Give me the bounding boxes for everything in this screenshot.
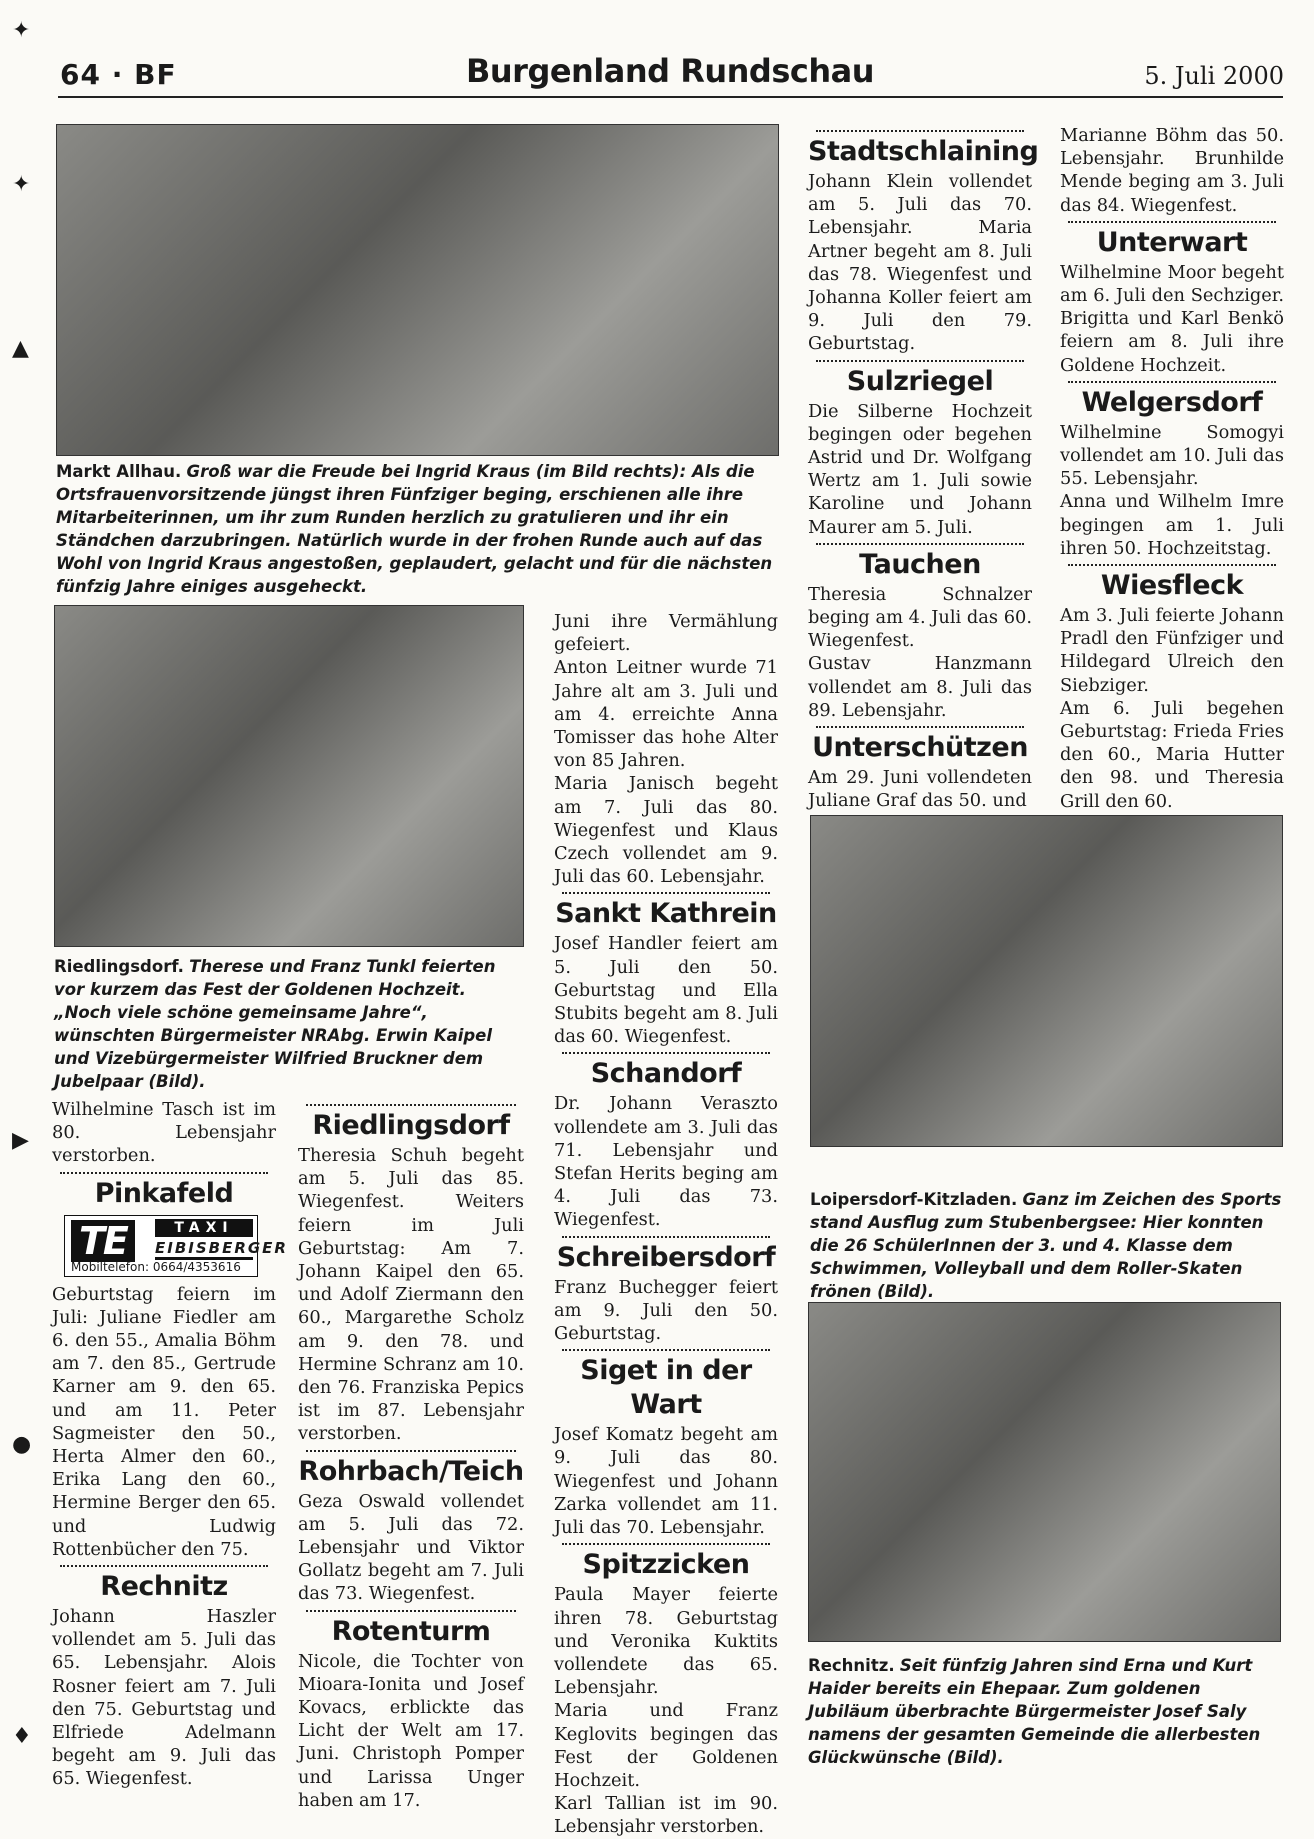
divider (816, 130, 1024, 132)
divider (60, 1565, 268, 1567)
section-title: Rotenturm (331, 1615, 491, 1647)
column-1 (52, 1098, 288, 1791)
photo-markt-allhau (56, 124, 779, 456)
column-2 (298, 1100, 524, 1812)
divider (562, 892, 770, 894)
publication-date: 5. Juli 2000 (1144, 62, 1284, 90)
divider (562, 1236, 770, 1238)
photo-riedlingsdorf (54, 605, 524, 947)
article-text: Juni ihre Vermählung gefeiert. (554, 611, 778, 656)
section-title: Sulzriegel (846, 365, 994, 397)
divider (1068, 221, 1276, 223)
divider (562, 1349, 770, 1351)
section-title: Wiesfleck (1100, 570, 1244, 602)
divider (306, 1104, 516, 1106)
ad-taxi-label: TAXI (155, 1219, 253, 1237)
article-text: Geburtstag feiern im Juli: Juliane Fiedler am 6. den 55., Amalia Böhm am 7. den 85., Gertrude Karner am 9. den 65. und am 11. Peter Sagmeister den 50., Herta Almer den 60., Erika Lang den 60., Hermine Berger den 65. und Ludwig Rottenbücher den 75. (52, 1283, 276, 1560)
caption-text: Seit fünfzig Jahren sind Erna und Kurt Haider bereits ein Ehepaar. Zum goldenen Jubiläum überbrachte Bürgermeister Josef Saly namens der gesamten Gemeinde die allerbesten Glückwünsche (Bild). (808, 1656, 1261, 1767)
article-text: Johann Haszler vollendet am 5. Juli das 65. Lebensjahr. Alois Rosner feiert am 7. Juli den 75. Geburtstag und Elfriede Adelmann begeht am 9. Juli das 65. Wiegenfest. (52, 1606, 276, 1790)
article-text: Johann Klein vollendet am 5. Juli das 70. Lebensjahr. Maria Artner begeht am 8. Juli das 78. Wiegenfest und Johanna Koller feiert am 9. Juli den 79. Geburtstag. (808, 171, 1032, 355)
caption-text: Ganz im Zeichen des Sports stand Ausflug zum Stubenbergsee: Hier konnten die 26 SchülerInnen der 3. und 4. Klasse dem Schwimmen, Volleyball und dem Roller-Skaten frönen (Bild). (810, 1190, 1282, 1301)
article-text: Theresia Schuh begeht am 5. Juli das 85. Wiegenfest. Weiters feiern im Juli Geburtstag: Am 7. Johann Kaipel den 65. und Adolf Ziermann den 60., Margarethe Scholz am 9. den 78. und Hermine Schranz am 10. den 76. Franziska Pepics ist im 87. Lebensjahr verstorben. (298, 1145, 524, 1445)
article-text: Anton Leitner wurde 71 Jahre alt am 3. Juli und am 4. erreichte Anna Tomisser das hohe Alter von 85 Jahren. (554, 657, 778, 772)
column-5 (1060, 124, 1284, 813)
divider (562, 1543, 770, 1545)
margin-mark: ▶ (12, 1128, 29, 1153)
caption-place: Markt Allhau. (56, 462, 182, 481)
section-title: Pinkafeld (94, 1177, 234, 1209)
caption-rechnitz (808, 1654, 1282, 1769)
article-text: Gustav Hanzmann vollendet am 8. Juli das 89. Lebensjahr. (808, 653, 1032, 721)
taxi-advertisement (64, 1215, 288, 1277)
page-number: 64 · BF (60, 58, 177, 91)
divider (1068, 564, 1276, 566)
section-title: Siget in der Wart (580, 1355, 752, 1421)
margin-mark: ▲ (12, 336, 29, 361)
caption-text: Groß war die Freude bei Ingrid Kraus (im Bild rechts): Als die Ortsfrauenvorsitzende jüngst ihren Fünfziger beging, erschienen alle ihre Mitarbeiterinnen, um ihr zum Runden herzlich zu gratulieren und ihr ein Ständchen darzubringen. Natürlich wurde in der frohen Runde auch auf das Wohl von Ingrid Kraus angestoßen, geplaudert, gelacht und für die nächsten fünfzig Jahre einiges ausgeheckt. (56, 462, 773, 596)
article-text: Am 29. Juni vollendeten Juliane Graf das 50. und (808, 767, 1032, 812)
section-title: Riedlingsdorf (312, 1110, 510, 1141)
header-rule (58, 96, 1283, 98)
article-text: Anna und Wilhelm Imre begingen am 1. Juli ihren 50. Hochzeitstag. (1060, 491, 1284, 559)
article-text: Die Silberne Hochzeit begingen oder begehen Astrid und Dr. Wolfgang Wertz am 1. Juli sowie Karoline und Johann Maurer am 5. Juli. (808, 400, 1032, 538)
section-title: Welgersdorf (1081, 386, 1263, 418)
photo-rechnitz (808, 1302, 1281, 1642)
section-title: Schreibersdorf (556, 1241, 776, 1273)
section-title: Rechnitz (100, 1571, 228, 1603)
article-text: Wilhelmine Moor begeht am 6. Juli den Sechziger. Brigitta und Karl Benkö feiern am 8. Juli ihre Goldene Hochzeit. (1060, 261, 1284, 376)
section-title: Rohrbach/Teich (298, 1455, 524, 1487)
divider (816, 726, 1024, 728)
article-text: Dr. Johann Veraszto vollendete am 3. Juli das 71. Lebensjahr und Stefan Herits beging am 4. Juli das 73. Wiegenfest. (554, 1093, 778, 1231)
column-4 (808, 126, 1039, 812)
article-text: Am 3. Juli feierte Johann Pradl den Fünfziger und Hildegard Ulreich den Siebziger. (1060, 605, 1284, 696)
divider (816, 543, 1024, 545)
divider (1068, 381, 1276, 383)
caption-riedlingsdorf (54, 955, 524, 1093)
margin-mark: ✦ (12, 172, 31, 197)
photo-loipersdorf (810, 815, 1283, 1147)
divider (306, 1450, 516, 1452)
ad-phone: Mobiltelefon: 0664/4353616 (71, 1259, 241, 1274)
article-text: Theresia Schnalzer beging am 4. Juli das 60. Wiegenfest. (808, 583, 1032, 652)
article-text: Maria Janisch begeht am 7. Juli das 80. Wiegenfest und Klaus Czech vollendet am 9. Juli das 60. Lebensjahr. (554, 773, 778, 888)
ad-company-name: EIBISBERGER (155, 1239, 253, 1260)
section-title: Unterschützen (812, 732, 1028, 764)
article-text: Franz Buchegger feiert am 9. Juli den 50. Geburtstag. (554, 1276, 778, 1345)
caption-text: Therese und Franz Tunkl feierten vor kurzem das Fest der Goldenen Hochzeit. „Noch viele schöne gemeinsame Jahre“, wünschten Bürgermeister NRAbg. Erwin Kaipel und Vizebürgermeister Wilfried Bruckner dem Jubelpaar (Bild). (54, 957, 496, 1091)
divider (306, 1610, 516, 1612)
margin-mark: ✦ (12, 18, 31, 43)
article-text: Josef Handler feiert am 5. Juli den 50. Geburtstag und Ella Stubits begeht am 8. Juli das 60. Wiegenfest. (554, 933, 778, 1048)
article-text: Josef Komatz begeht am 9. Juli das 80. Wiegenfest und Johann Zarka vollendet am 11. Juli das 70. Lebensjahr. (554, 1424, 778, 1539)
publication-title: Burgenland Rundschau (465, 52, 874, 90)
article-text: Karl Tallian ist im 90. Lebensjahr verstorben. (554, 1793, 778, 1838)
article-text: Maria und Franz Keglovits begingen das Fest der Goldenen Hochzeit. (554, 1700, 778, 1791)
ad-logo: TE (71, 1220, 135, 1262)
caption-loipersdorf (810, 1188, 1282, 1303)
article-text: Geza Oswald vollendet am 5. Juli das 72. Lebensjahr und Viktor Gollatz begeht am 7. Juli das 73. Wiegenfest. (298, 1490, 524, 1605)
divider (60, 1172, 268, 1174)
section-title: Sankt Kathrein (555, 898, 777, 930)
margin-mark: ● (12, 1432, 32, 1457)
article-text: Wilhelmine Somogyi vollendet am 10. Juli das 55. Lebensjahr. (1060, 421, 1284, 490)
section-title: Tauchen (859, 548, 981, 580)
caption-place: Riedlingsdorf. (54, 957, 184, 976)
divider (562, 1052, 770, 1054)
section-title: Unterwart (1096, 226, 1248, 258)
article-text: Am 6. Juli begehen Geburtstag: Frieda Fries den 60., Maria Hutter den 98. und Theresia Grill den 60. (1060, 697, 1284, 812)
article-text: Marianne Böhm das 50. Lebensjahr. Brunhilde Mende beging am 3. Juli das 84. Wiegenfest. (1060, 125, 1284, 216)
divider (816, 360, 1024, 362)
caption-place: Loipersdorf-Kitzladen. (810, 1190, 1018, 1209)
section-title: Schandorf (590, 1058, 742, 1090)
caption-markt-allhau (56, 460, 777, 598)
caption-place: Rechnitz. (808, 1656, 895, 1675)
margin-mark: ♦ (12, 1724, 32, 1749)
section-title: Stadtschlaining (808, 136, 1039, 167)
section-title: Spitzzicken (582, 1549, 750, 1581)
column-3 (554, 610, 778, 1839)
article-text: Wilhelmine Tasch ist im 80. Lebensjahr verstorben. (52, 1099, 276, 1167)
article-text: Nicole, die Tochter von Mioara-Ionita und Josef Kovacs, erblickte das Licht der Welt am 17. Juni. Christoph Pomper und Larissa Unger haben am 17. (298, 1650, 524, 1811)
article-text: Paula Mayer feierte ihren 78. Geburtstag und Veronika Kuktits vollendete das 65. Lebensjahr. (554, 1584, 778, 1699)
